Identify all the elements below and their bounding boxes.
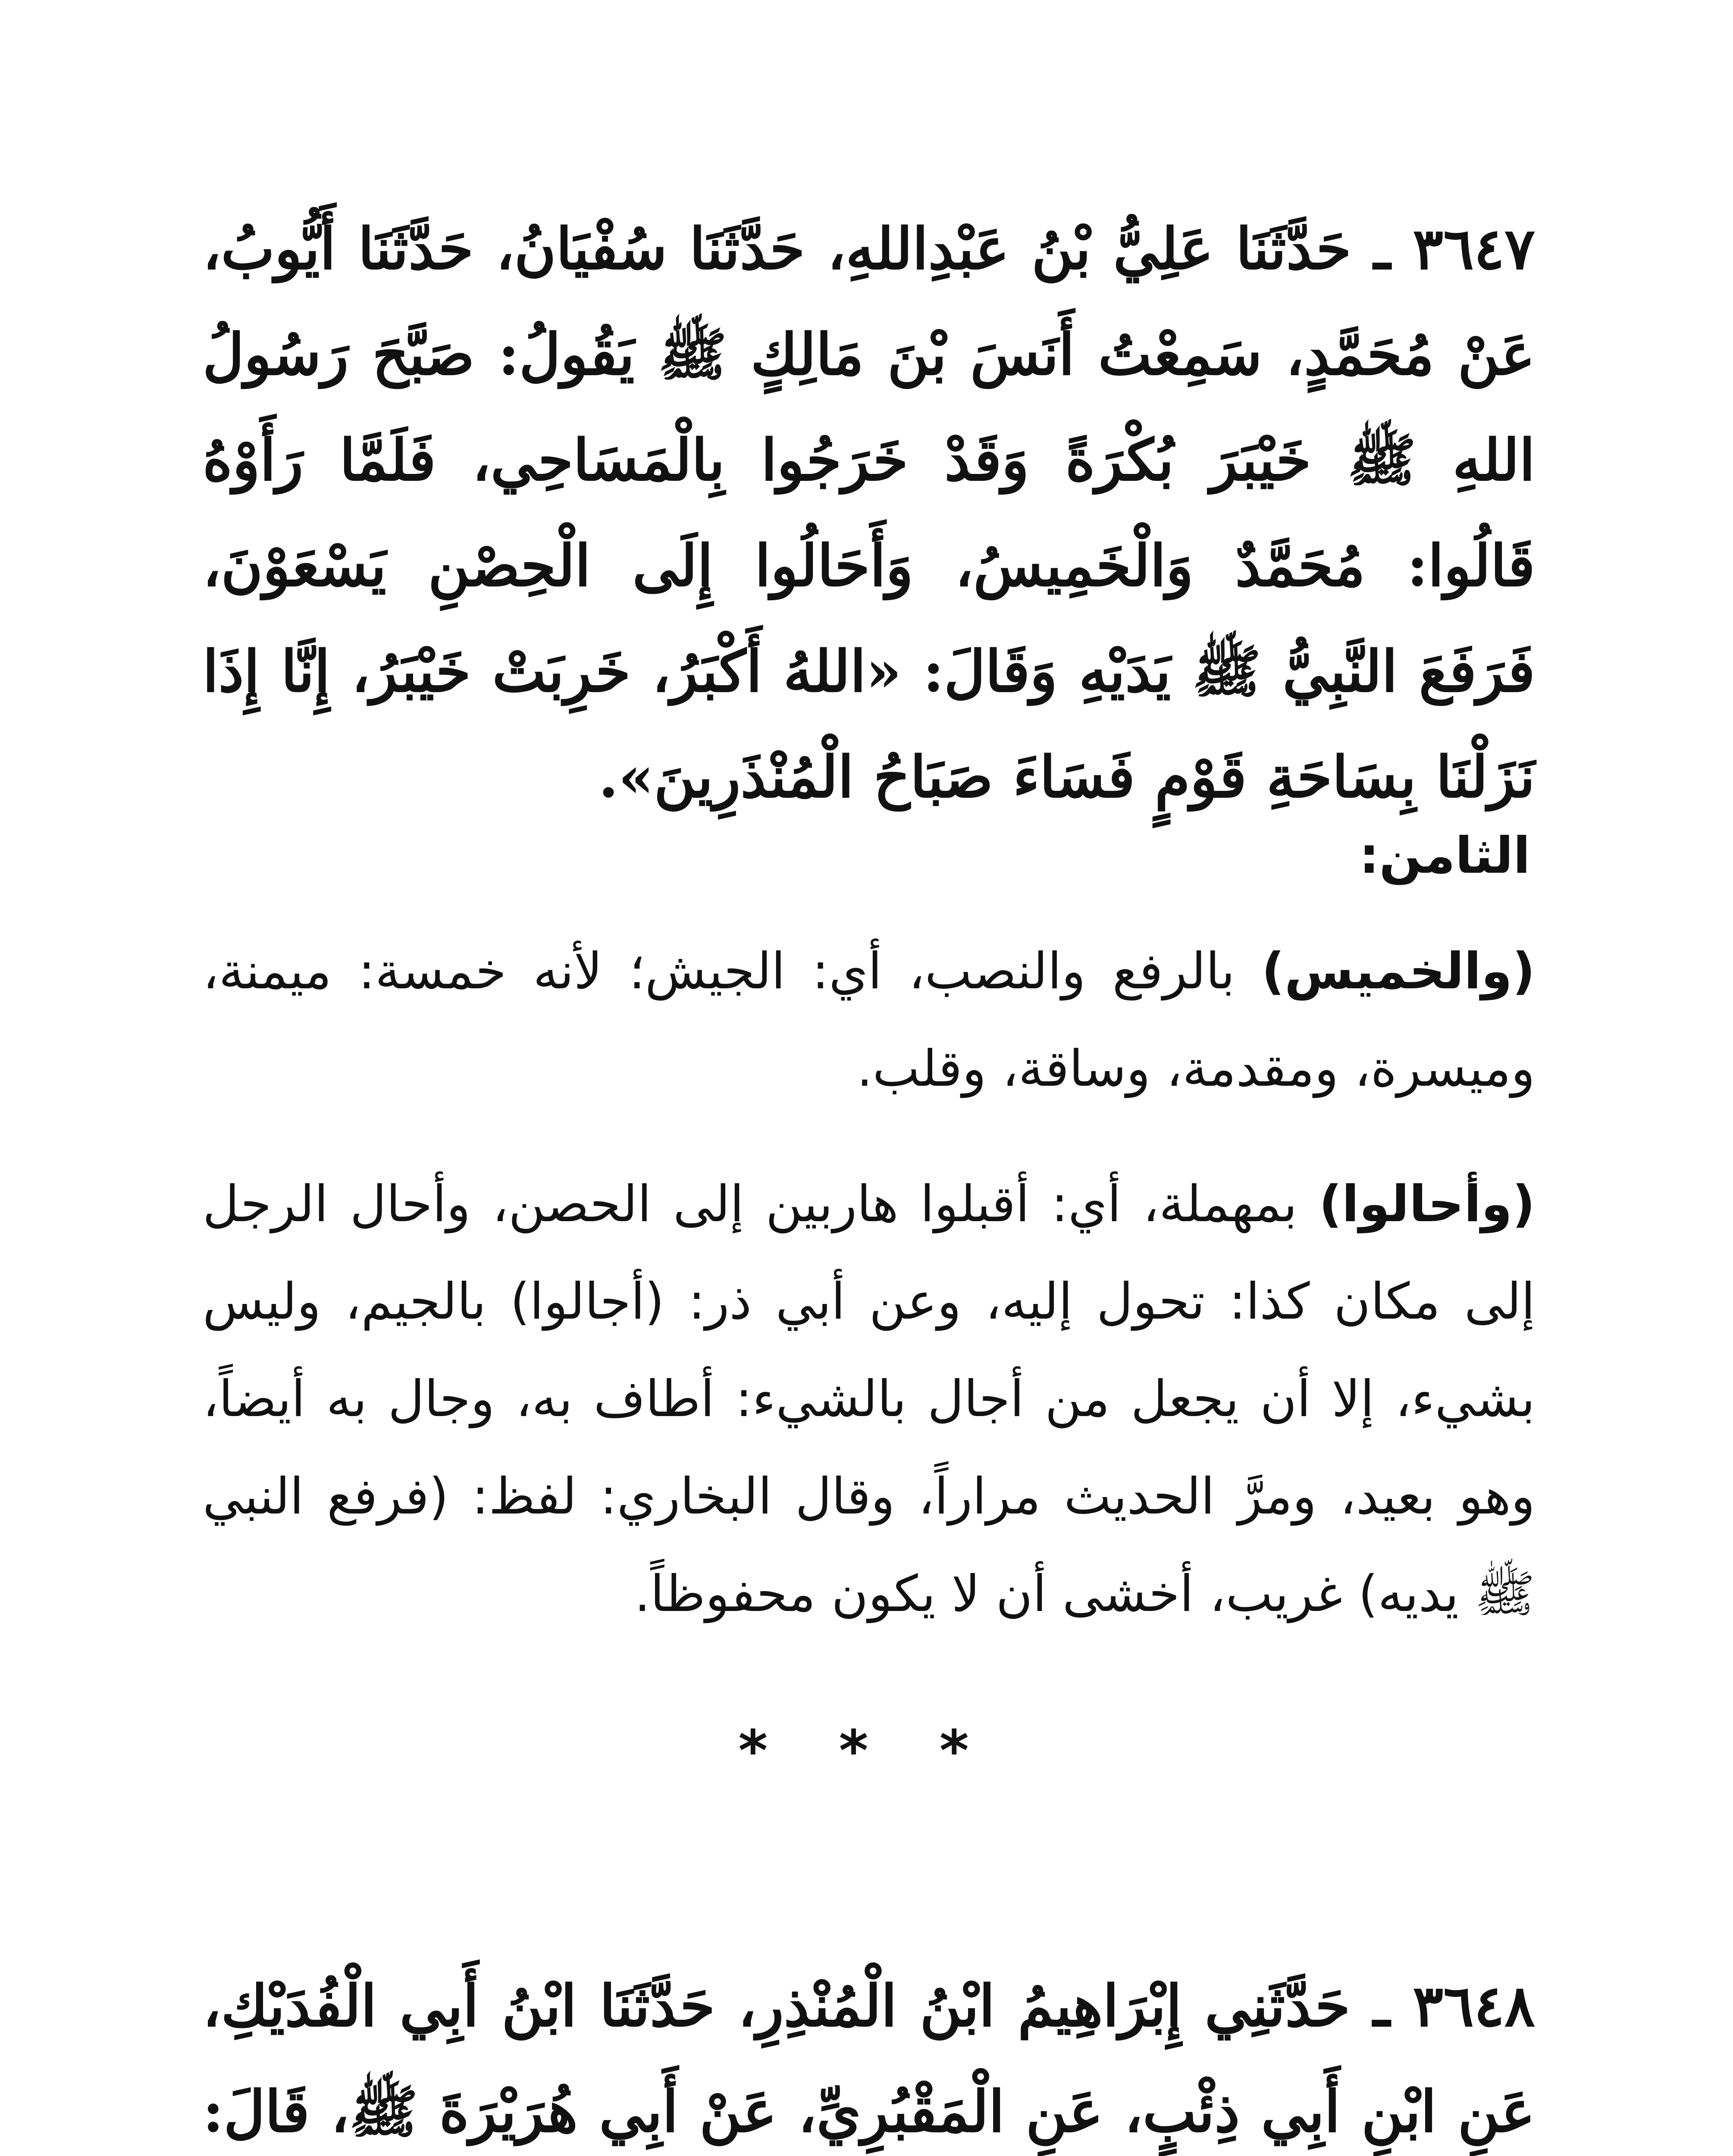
commentary-note-khamis [203, 923, 1535, 1118]
note-text: بمهملة، أي: أقبلوا هاربين إلى الحصن، وأحال الرجل إلى مكان كذا: تحول إليه، وعن أبي ذر: (أجالوا) بالجيم، وليس بشيء، إلا أن يجعل من أجال بالشيء: أطاف به، وجال به أيضاً، وهو بعيد، ومرَّ الحديث مراراً، وقال البخاري: لفظ: (فرفع النبي ﷺ يديه) غريب، أخشى أن لا يكون محفوظاً. [203, 1175, 1535, 1623]
note-term: (وأحالوا) [1319, 1175, 1535, 1233]
section-heading: الثامن: [1359, 827, 1530, 885]
note-term: (والخميس) [1261, 942, 1535, 1000]
section-separator: * * * [738, 1718, 995, 1783]
note-text: بالرفع والنصب، أي: الجيش؛ لأنه خمسة: ميمنة، وميسرة، ومقدمة، وساقة، وقلب. [203, 942, 1535, 1098]
hadith-3647-paragraph: ٣٦٤٧ ـ حَدَّثَنَا عَلِيُّ بْنُ عَبْدِاللهِ، حَدَّثَنَا سُفْيَانُ، حَدَّثَنَا أَيُّوبُ، عَنْ مُحَمَّدٍ، سَمِعْتُ أَنَسَ بْنَ مَالِكٍ ﷺ يَقُولُ: صَبَّحَ رَسُولُ اللهِ ﷺ خَيْبَرَ بُكْرَةً وَقَدْ خَرَجُوا بِالْمَسَاحِي، فَلَمَّا رَأَوْهُ قَالُوا: مُحَمَّدٌ وَالْخَمِيسُ، وَأَحَالُوا إِلَى الْحِصْنِ يَسْعَوْنَ، فَرَفَعَ النَّبِيُّ ﷺ يَدَيْهِ وَقَالَ: «اللهُ أَكْبَرُ، خَرِبَتْ خَيْبَرُ، إِنَّا إِذَا نَزَلْنَا بِسَاحَةِ قَوْمٍ فَسَاءَ صَبَاحُ الْمُنْذَرِينَ». [203, 216, 1535, 811]
commentary-note-ahalu [203, 1156, 1535, 1643]
hadith-3648-paragraph: ٣٦٤٨ ـ حَدَّثَنِي إِبْرَاهِيمُ ابْنُ الْمُنْذِرِ، حَدَّثَنَا ابْنُ أَبِي الْفُدَيْكِ، عَنِ ابْنِ أَبِي ذِئْبٍ، عَنِ الْمَقْبُرِيِّ، عَنْ أَبِي هُرَيْرَةَ ﷺ، قَالَ: [203, 1973, 1535, 2145]
